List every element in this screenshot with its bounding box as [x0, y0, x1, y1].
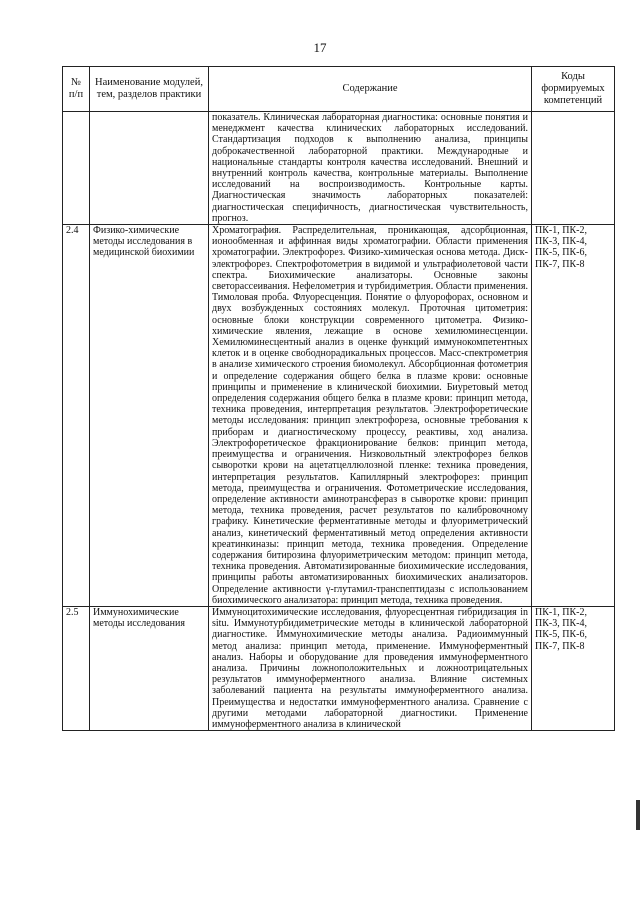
header-name: Наименование модулей, тем, разделов практики [90, 67, 209, 112]
code-line: ПК-3, ПК-4, [535, 236, 587, 248]
row-num: 2.4 [63, 225, 90, 607]
row-name: Иммунохимические методы исследования [90, 606, 209, 730]
header-content: Содержание [209, 67, 532, 112]
table-row-2-4 [63, 225, 615, 607]
code-line: ПК-5, ПК-6, [535, 247, 587, 259]
table-row-2-5 [63, 606, 615, 730]
code-line: ПК-3, ПК-4, [535, 618, 587, 630]
row-name: Физико-химические методы исследования в медицинской биохимии [90, 225, 209, 607]
code-line: ПК-7, ПК-8 [535, 258, 585, 270]
header-codes: Коды формируемых компетенций [532, 67, 615, 112]
code-line: ПК-5, ПК-6, [535, 629, 587, 641]
header-num: № п/п [63, 67, 90, 112]
row-num: 2.5 [63, 606, 90, 730]
page-number: 17 [313, 40, 327, 55]
scan-edge-mark [636, 800, 640, 830]
row-content: Иммуноцитохимические исследования, флуоресцентная гибридизация in situ. Иммунотурбидиметрические методы в клинической лабораторной диагностике. Иммунохимические методы анализа. Радиоиммунный метод анализа: принцип метода, применение. Иммуноферментный анализ. Наборы и оборудование для проведения иммуноферментного анализа. Причины ложноположительных и ложноотрицательных результатов иммуноферментного анализа. Влияние системных заболеваний пациента на результаты иммуноферментного анализа. Преимущества и недостатки иммуноферментного анализа. Сравнение с другими методами лабораторной диагностики. Применение иммуноферментного анализа в клинической [209, 606, 532, 730]
table-header-row [63, 67, 615, 112]
code-line: ПК-1, ПК-2, [535, 225, 587, 237]
code-line: ПК-1, ПК-2, [535, 606, 587, 618]
row-name [90, 112, 209, 225]
row-codes [532, 606, 615, 730]
row-content: Хроматография. Распределительная, проникающая, адсорбционная, ионообменная и аффинная виды хроматографии. Области применения хроматографии. Электрофорез. Физико-химическая основа метода. Диск-электрофорез. Спектрофотометрия в видимой и ультрафиолетовой части спектра. Биохимические анализаторы. Основные законы светорассеивания. Нефелометрия и турбидиметрия. Области применения. Тимоловая проба. Флуоресценция. Понятие о флуорофорах, основном и двух возбужденных состояниях молекул. Проточная цитометрия: основные блоки конструкции современного цитометра. Физико-химические явления, лежащие в основе хемилюминесценции. Хемилюминесцентный анализ в оценке функций иммунокомпетентных клеток и в оценке свободнорадикальных процессов. Масс-спектрометрия в анализе химического строения биомолекул. Абсорбционная фотометрия и определение содержания общего белка в плазме крови: основные принципы и применение в клинической биохимии. Биуретовый метод определения содержания общего белка в плазме крови: принцип метода, техника проведения, интерпретация результатов. Электрофоретические методы исследования: принцип электрофореза, основные требования к приборам и диагностическому процессу, реактивы, ход анализа. Электрофоретическое фракционирование белков: принцип метода, преимущества и ограничения. Низковольтный электрофорез белков сыворотки крови на ацетатцеллюлозной пленке: техника проведения, интерпретация результатов. Капиллярный электрофорез: принцип метода, преимущества и ограничения. Фотометрические исследования, определение активности аминотрансфераз в сыворотке крови: принцип метода, техника проведения, расчет результатов по калибровочному графику. Кинетические ферментативные методы и флуориметрический анализ, кинетический ферментативный метод определения активности креатинкиназы: принцип метода, техника проведения. Определение содержания битирозина флуориметрическим методом: принцип метода, техника проведения. Автоматизированные биохимические исследования, принципы работы автоматизированных биохимических анализаторов. Определение активности γ-глутамил-транспептидазы с использованием биохимического анализатора: принцип метода, техника проведения. [209, 225, 532, 607]
row-num [63, 112, 90, 225]
row-codes [532, 112, 615, 225]
code-line: ПК-7, ПК-8 [535, 640, 585, 652]
curriculum-table [62, 66, 615, 731]
table-row-continued [63, 112, 615, 225]
row-codes [532, 225, 615, 607]
row-content: показатель. Клиническая лабораторная диагностика: основные понятия и менеджмент качества клинических лабораторных исследований. Стандартизация подходов к выполнению анализа, принципы доброкачественной лабораторной практики. Международные и национальные стандарты контроля качества исследований. Внешний и внутренний контроль качества, контрольные материалы. Выполнение исследований на воспроизводимость. Контрольные карты. Диагностическая значимость лабораторных показателей: диагностическая специфичность, диагностическая чувствительность, прогноз. [209, 112, 532, 225]
